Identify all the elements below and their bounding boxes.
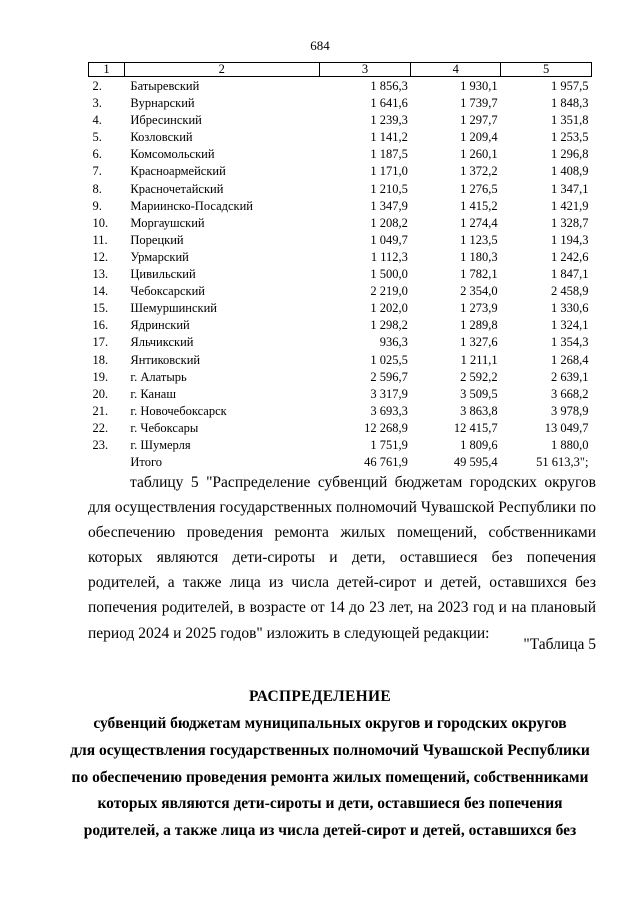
value-2025: 3 668,2 bbox=[551, 386, 589, 401]
value-2023: 1 239,3 bbox=[370, 113, 408, 128]
table-row bbox=[89, 317, 592, 334]
paragraph-text: таблицу 5 "Распределение субвенций бюджетам городских округов для осуществления государственных полномочий Чувашской Республики по обеспечению проведения ремонта жилых помещений, собственниками которых являются дети-сироты и дети, оставшиеся без попечения родителей, а также лица из числа детей-сирот и детей, оставшихся без попечения родителей, в возрасте от 14 до 23 лет, на 2023 год и на плановый период 2024 и 2025 годов" изложить в следующей редакции: bbox=[88, 474, 596, 642]
table-label: "Таблица 5 bbox=[523, 636, 596, 653]
row-number: 22. bbox=[92, 420, 109, 435]
value-2025: 1 408,9 bbox=[551, 164, 589, 179]
value-2023: 1 112,3 bbox=[370, 249, 408, 264]
column-header: 3 bbox=[319, 63, 411, 77]
district-name: Цивильский bbox=[130, 267, 196, 282]
value-2024: 1 273,9 bbox=[460, 301, 498, 316]
district-name: Батыревский bbox=[130, 79, 200, 93]
column-header: 5 bbox=[501, 63, 592, 77]
table-row bbox=[89, 420, 592, 437]
value-2023: 3 693,3 bbox=[370, 403, 408, 418]
table-row bbox=[89, 181, 592, 198]
value-2024: 2 592,2 bbox=[460, 369, 498, 384]
table-body bbox=[89, 77, 592, 472]
subtitle-line: родителей, а также лица из числа детей-сирот и детей, оставшихся без bbox=[83, 822, 577, 840]
row-number: 12. bbox=[92, 249, 109, 264]
subtitle-line: по обеспечению проведения ремонта жилых помещений, собственниками bbox=[71, 768, 589, 786]
distribution-table bbox=[88, 62, 592, 471]
district-name: г. Чебоксары bbox=[130, 420, 199, 435]
row-number: 11. bbox=[92, 232, 108, 247]
value-2025: 2 639,1 bbox=[551, 369, 589, 384]
row-number: 3. bbox=[92, 96, 102, 111]
table-row bbox=[89, 454, 592, 471]
value-2024: 1 297,7 bbox=[460, 113, 498, 128]
value-2023: 2 219,0 bbox=[370, 284, 408, 299]
value-2023: 1 751,9 bbox=[370, 437, 408, 452]
table-row bbox=[89, 215, 592, 232]
value-2024: 1 289,8 bbox=[460, 318, 498, 333]
subtitle-line: которых являются дети-сироты и дети, оставшиеся без попечения bbox=[97, 795, 563, 813]
row-number: 17. bbox=[92, 335, 109, 350]
district-name: Янтиковский bbox=[130, 352, 201, 367]
value-2024: 2 354,0 bbox=[460, 284, 498, 299]
district-name: Ядринский bbox=[130, 318, 190, 333]
row-number: 9. bbox=[92, 198, 102, 213]
district-name: Шемуршинский bbox=[130, 301, 217, 316]
value-2024: 1 211,1 bbox=[460, 352, 498, 367]
value-2023: 1 025,5 bbox=[370, 352, 408, 367]
table-row bbox=[89, 386, 592, 403]
value-2025: 1 880,0 bbox=[551, 437, 589, 452]
row-number: 14. bbox=[92, 284, 109, 299]
value-2024: 3 863,8 bbox=[460, 403, 498, 418]
value-2023: 1 500,0 bbox=[370, 267, 408, 282]
value-2024: 1 809,6 bbox=[460, 437, 498, 452]
value-2025: 2 458,9 bbox=[551, 284, 589, 299]
table-row bbox=[89, 146, 592, 163]
value-2025: 1 242,6 bbox=[551, 249, 589, 264]
value-2023: 1 049,7 bbox=[370, 232, 408, 247]
district-name: Вурнарский bbox=[130, 96, 195, 111]
value-2024: 1 274,4 bbox=[460, 215, 498, 230]
table-row bbox=[89, 232, 592, 249]
column-header: 1 bbox=[89, 63, 125, 77]
table-row bbox=[89, 437, 592, 454]
table-header-row bbox=[89, 63, 592, 77]
value-2025: 1 330,6 bbox=[551, 301, 589, 316]
district-name: Козловский bbox=[130, 130, 193, 145]
value-2023: 12 268,9 bbox=[364, 420, 408, 435]
row-number: 5. bbox=[92, 130, 102, 145]
table-row bbox=[89, 300, 592, 317]
district-name: г. Канаш bbox=[130, 386, 176, 401]
row-number: 10. bbox=[92, 215, 109, 230]
value-2025: 3 978,9 bbox=[551, 403, 589, 418]
district-name: Моргаушский bbox=[130, 215, 205, 230]
district-name: Ибресинский bbox=[130, 113, 202, 128]
value-2023: 2 596,7 bbox=[370, 369, 408, 384]
value-2023: 1 347,9 bbox=[370, 198, 408, 213]
district-name: Яльчикский bbox=[130, 335, 194, 350]
value-2023: 46 761,9 bbox=[364, 455, 408, 470]
column-header: 4 bbox=[411, 63, 501, 77]
value-2024: 1 739,7 bbox=[460, 96, 498, 111]
district-name: Мариинско-Посадский bbox=[130, 198, 253, 213]
value-2023: 1 641,6 bbox=[370, 96, 408, 111]
value-2024: 1 276,5 bbox=[460, 181, 498, 196]
value-2024: 1 180,3 bbox=[460, 249, 498, 264]
row-number: 13. bbox=[92, 267, 109, 282]
table-row bbox=[89, 249, 592, 266]
district-name: Итого bbox=[130, 455, 163, 470]
table-row bbox=[89, 112, 592, 129]
district-name: Порецкий bbox=[130, 232, 184, 247]
row-number: 20. bbox=[92, 386, 109, 401]
value-2025: 1 354,3 bbox=[551, 335, 589, 350]
value-2025: 1 351,8 bbox=[551, 113, 589, 128]
value-2023: 1 202,0 bbox=[370, 301, 408, 316]
value-2025: 1 347,1 bbox=[551, 181, 589, 196]
value-2023: 1 856,3 bbox=[370, 79, 408, 93]
value-2025: 1 296,8 bbox=[551, 147, 589, 162]
document-subtitle bbox=[60, 711, 600, 845]
value-2025: 1 328,7 bbox=[551, 215, 589, 230]
table-row bbox=[89, 198, 592, 215]
row-number: 6. bbox=[92, 147, 102, 162]
district-name: г. Алатырь bbox=[130, 369, 187, 384]
table-row bbox=[89, 163, 592, 180]
value-2023: 936,3 bbox=[379, 335, 408, 350]
row-number bbox=[89, 454, 125, 471]
row-number: 19. bbox=[92, 369, 109, 384]
column-header: 2 bbox=[124, 63, 319, 77]
row-number: 15. bbox=[92, 301, 109, 316]
district-name: Урмарский bbox=[130, 249, 189, 264]
document-title: РАСПРЕДЕЛЕНИЕ bbox=[249, 688, 391, 705]
table-row bbox=[89, 129, 592, 146]
table-row bbox=[89, 334, 592, 351]
row-number: 2. bbox=[92, 79, 102, 93]
value-2025: 13 049,7 bbox=[544, 420, 589, 435]
district-name: Красночетайский bbox=[130, 181, 224, 196]
value-2024: 1 123,5 bbox=[460, 232, 498, 247]
value-2023: 3 317,9 bbox=[370, 386, 408, 401]
row-number: 21. bbox=[92, 403, 109, 418]
row-number: 7. bbox=[92, 164, 102, 179]
value-2024: 1 327,6 bbox=[460, 335, 498, 350]
district-name: Чебоксарский bbox=[130, 284, 205, 299]
value-2024: 1 415,2 bbox=[460, 198, 498, 213]
value-2024: 12 415,7 bbox=[453, 420, 498, 435]
value-2024: 1 209,4 bbox=[460, 130, 498, 145]
table-row bbox=[89, 77, 592, 96]
value-2023: 1 171,0 bbox=[370, 164, 408, 179]
value-2025: 1 421,9 bbox=[551, 198, 589, 213]
row-number: 4. bbox=[92, 113, 102, 128]
row-number: 23. bbox=[92, 437, 109, 452]
value-2024: 1 260,1 bbox=[460, 147, 498, 162]
value-2025: 1 253,5 bbox=[551, 130, 589, 145]
value-2024: 3 509,5 bbox=[460, 386, 498, 401]
value-2025: 1 268,4 bbox=[551, 352, 589, 367]
table-row bbox=[89, 369, 592, 386]
value-2025: 1 847,1 bbox=[551, 267, 589, 282]
value-2023: 1 187,5 bbox=[370, 147, 408, 162]
value-2024: 1 930,1 bbox=[460, 79, 498, 93]
value-2023: 1 208,2 bbox=[370, 215, 408, 230]
district-name: г. Шумерля bbox=[130, 437, 191, 452]
district-name: Комсомольский bbox=[130, 147, 215, 162]
value-2025: 1 848,3 bbox=[551, 96, 589, 111]
row-number: 18. bbox=[92, 352, 109, 367]
value-2023: 1 210,5 bbox=[370, 181, 408, 196]
value-2024: 49 595,4 bbox=[453, 455, 498, 470]
subtitle-line: субвенций бюджетам муниципальных округов и городских округов bbox=[93, 715, 567, 732]
value-2024: 1 782,1 bbox=[460, 267, 498, 282]
table-row bbox=[89, 266, 592, 283]
row-number: 16. bbox=[92, 318, 109, 333]
value-2025: 1 324,1 bbox=[551, 318, 589, 333]
value-2023: 1 141,2 bbox=[370, 130, 408, 145]
table-row bbox=[89, 352, 592, 369]
district-name: г. Новочебоксарск bbox=[130, 403, 227, 418]
page-number: 684 bbox=[310, 38, 330, 53]
value-2024: 1 372,2 bbox=[460, 164, 498, 179]
body-paragraph bbox=[88, 470, 596, 646]
value-2025: 1 194,3 bbox=[551, 232, 589, 247]
value-2025: 1 957,5 bbox=[551, 79, 589, 93]
table-row bbox=[89, 283, 592, 300]
district-name: Красноармейский bbox=[130, 164, 226, 179]
table-row bbox=[89, 95, 592, 112]
subtitle-line: для осуществления государственных полномочий Чувашской Республики bbox=[70, 741, 590, 759]
row-number: 8. bbox=[92, 181, 102, 196]
value-2023: 1 298,2 bbox=[370, 318, 408, 333]
value-2025: 51 613,3"; bbox=[536, 455, 589, 470]
table-row bbox=[89, 403, 592, 420]
